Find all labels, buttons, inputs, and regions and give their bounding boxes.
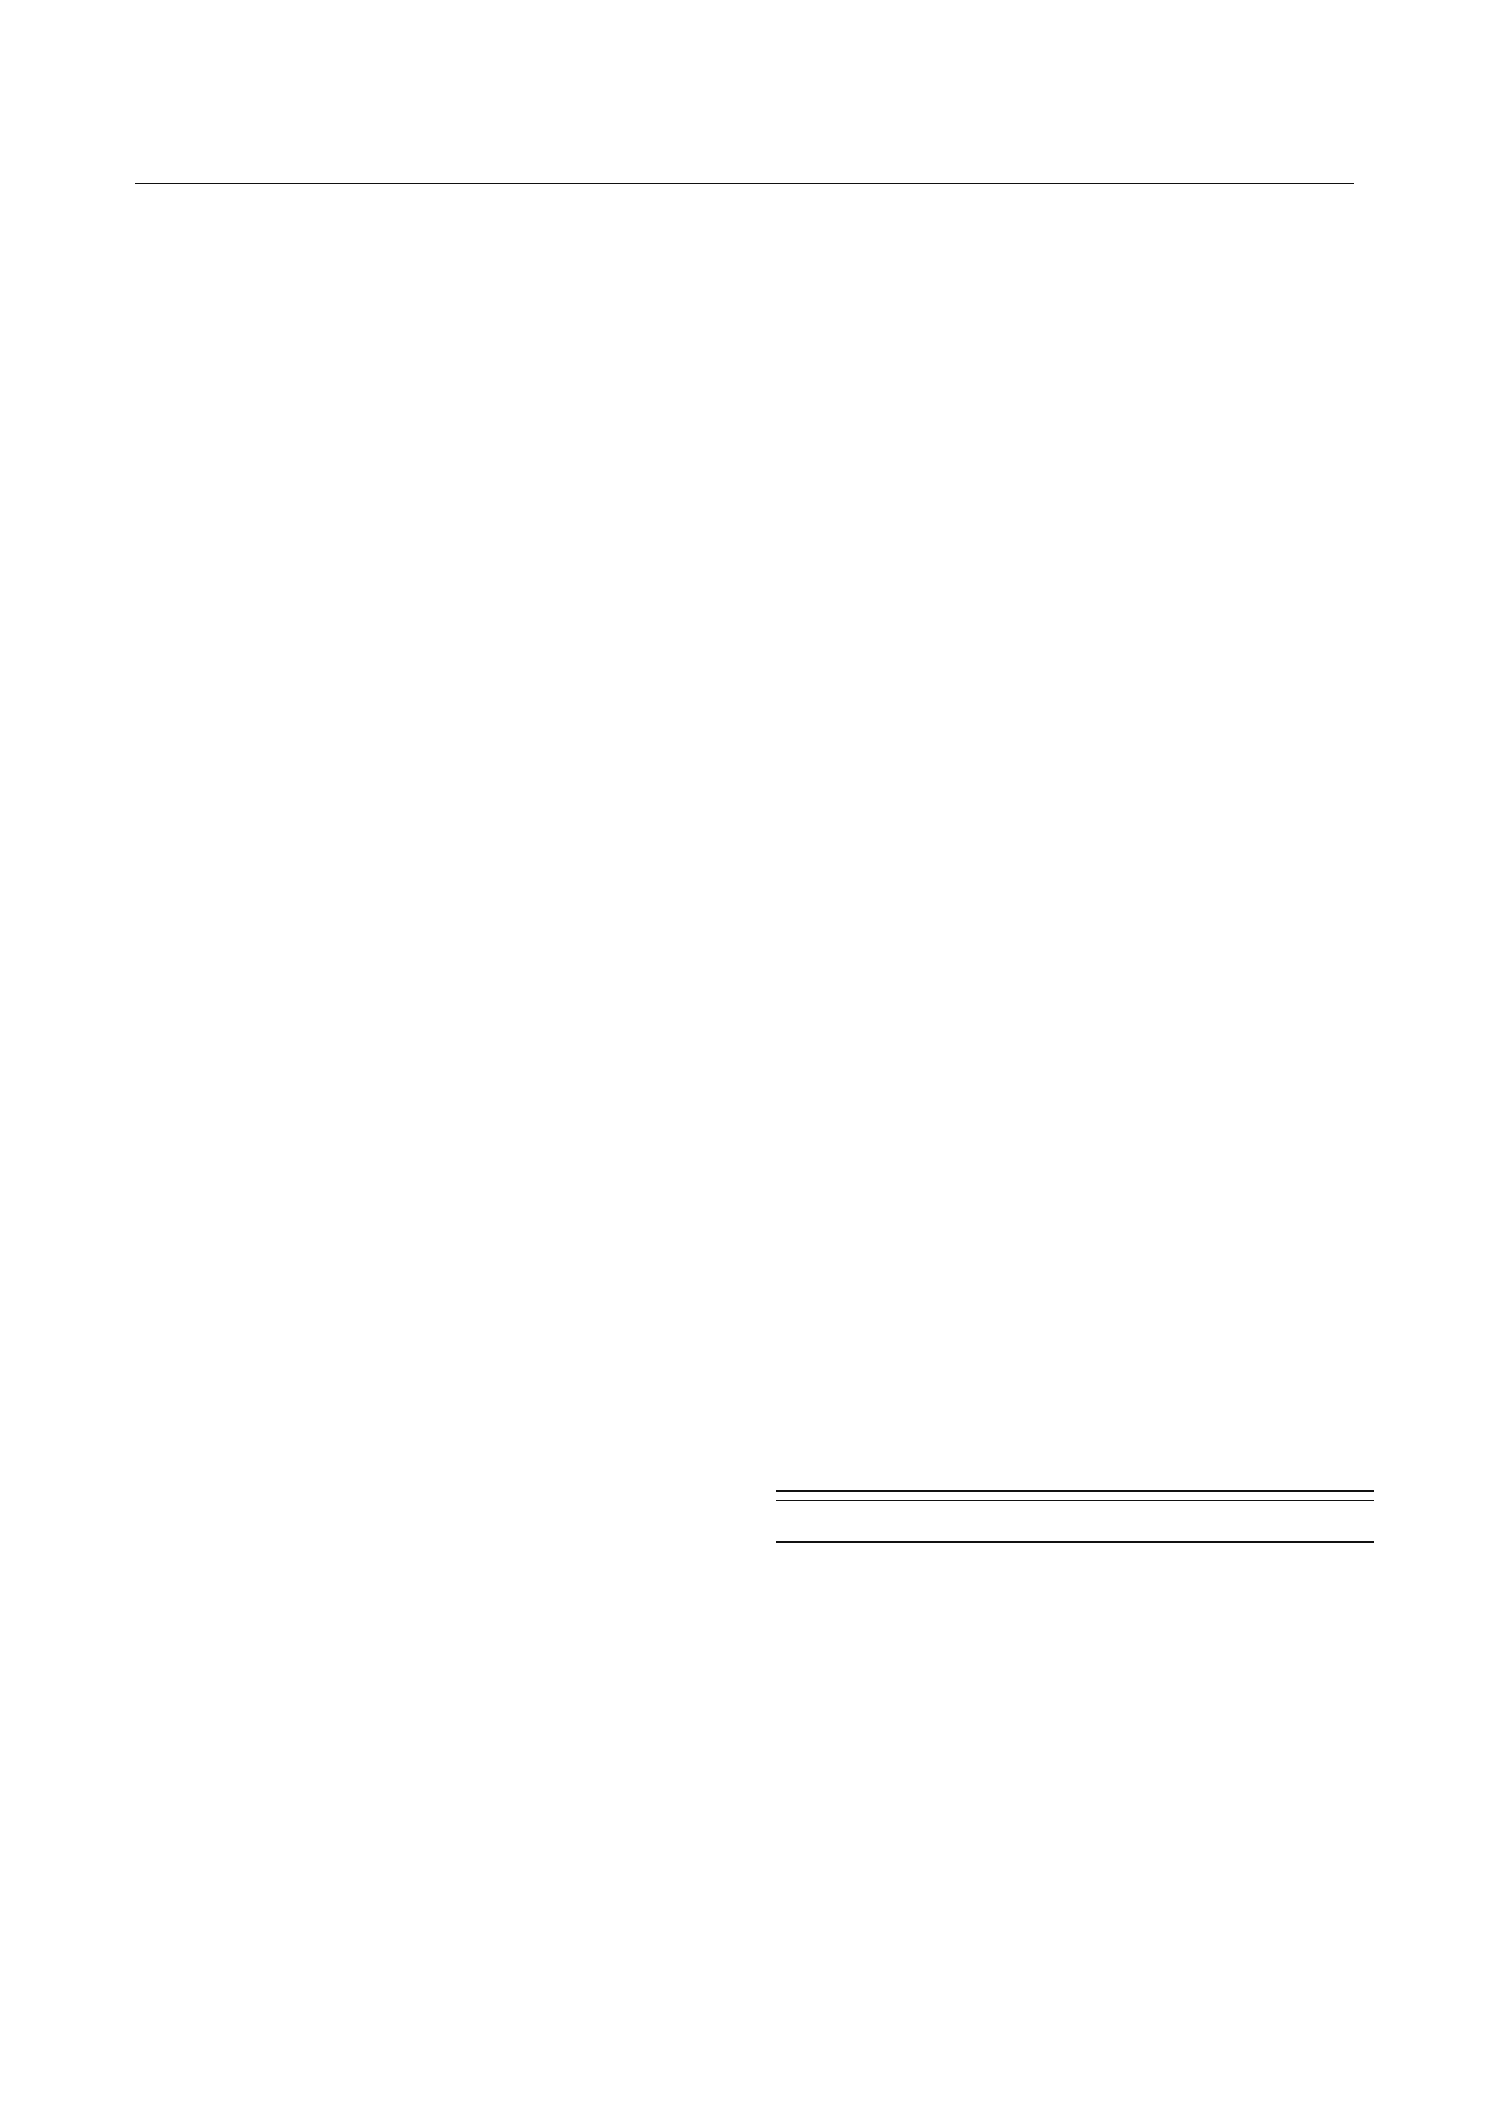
table-header [1075, 1491, 1208, 1501]
table-cell [1075, 1533, 1208, 1542]
table-cell [1208, 1509, 1374, 1517]
table-row [776, 1501, 1374, 1510]
table-header [942, 1491, 1075, 1501]
header-rule [135, 183, 1354, 184]
table-cell [942, 1525, 1075, 1533]
table-cell [1208, 1525, 1374, 1533]
table-cell [1075, 1517, 1208, 1525]
running-header [135, 142, 1354, 182]
fig8b-chart [170, 1362, 690, 1732]
table-cell [942, 1509, 1075, 1517]
table-header [776, 1491, 942, 1501]
table-cell [776, 1517, 942, 1525]
table1 [776, 1482, 1374, 1543]
table-cell [942, 1501, 1075, 1510]
table-header [1208, 1491, 1374, 1501]
table-cell [776, 1501, 942, 1510]
right-column [776, 206, 1374, 264]
table-cell [1208, 1501, 1374, 1510]
table-cell [776, 1533, 942, 1542]
table-cell [776, 1525, 942, 1533]
table-cell [1075, 1509, 1208, 1517]
table-cell [776, 1509, 942, 1517]
table-row [776, 1517, 1374, 1525]
table-cell [1075, 1525, 1208, 1533]
section-2-7-heading [776, 216, 1374, 252]
table-row [776, 1525, 1374, 1533]
table-cell [1208, 1517, 1374, 1525]
fig8a-chart [170, 950, 690, 1320]
table-row [776, 1509, 1374, 1517]
table-cell [1075, 1501, 1208, 1510]
corrosion-table [776, 1490, 1374, 1543]
table-cell [942, 1533, 1075, 1542]
table-cell [942, 1517, 1075, 1525]
table-row [776, 1533, 1374, 1542]
fig9-chart [820, 975, 1340, 1355]
table-cell [1208, 1533, 1374, 1542]
